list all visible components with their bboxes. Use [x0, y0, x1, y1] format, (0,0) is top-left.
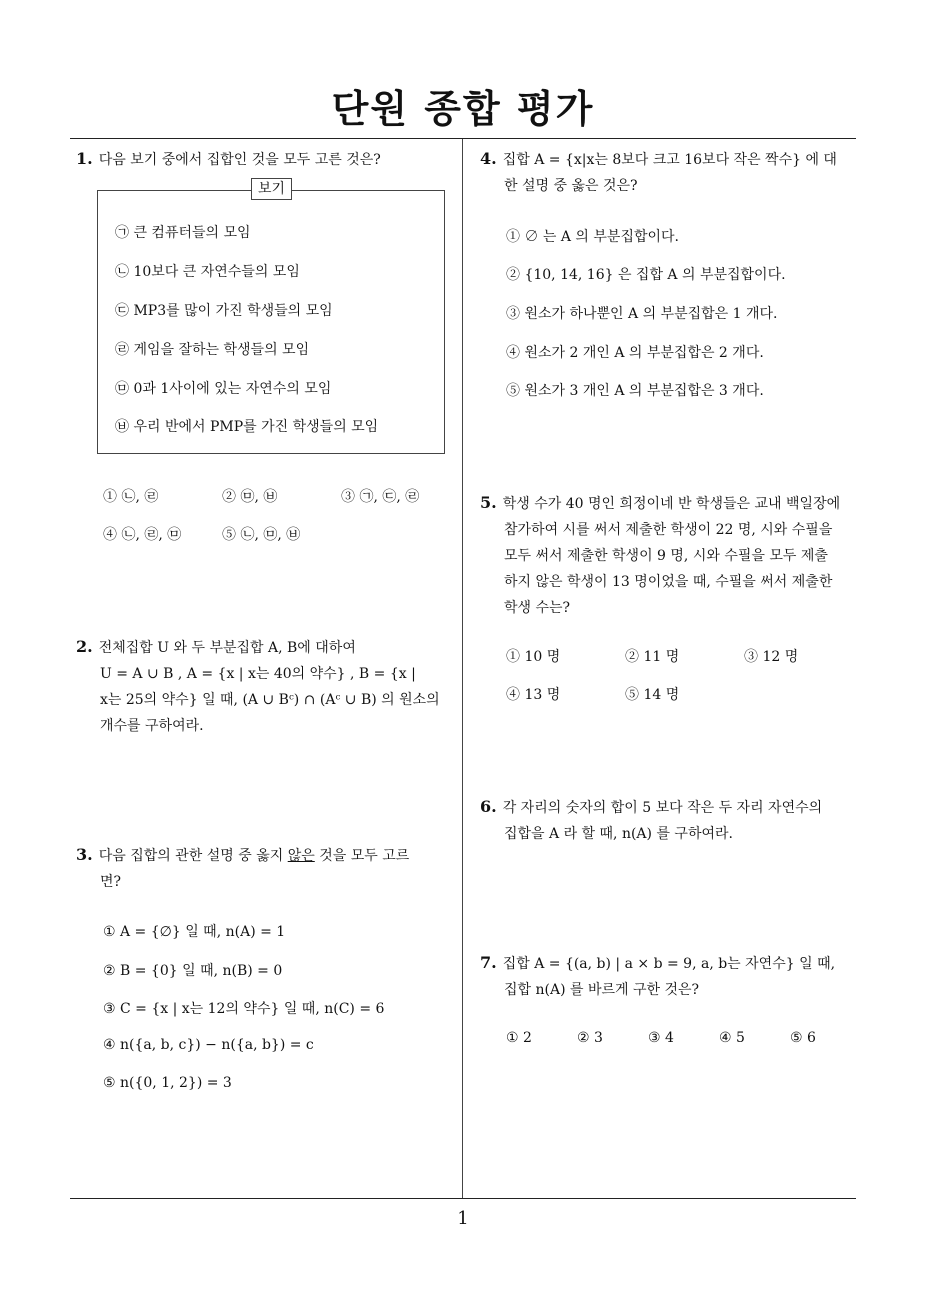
answer-option[interactable]: ① 10 명: [506, 649, 561, 665]
example-box-label: 보기: [251, 178, 292, 200]
question-text: 집합 A = {(a, b) | a × b = 9, a, b는 자연수} 일 때,: [502, 956, 836, 972]
question-number: 4.: [480, 149, 497, 168]
question-4: [480, 146, 860, 199]
question-text: 다음 집합의 관한 설명 중 옳지: [98, 848, 288, 864]
answer-option[interactable]: ② ㉤, ㉥: [222, 489, 278, 505]
answer-option[interactable]: ② 11 명: [625, 649, 680, 665]
question-1: [76, 146, 381, 173]
question-number: 2.: [76, 637, 93, 656]
question-text: 한 설명 중 옳은 것은?: [504, 178, 638, 194]
question-text: 집합 A = {x|x는 8보다 크고 16보다 작은 짝수} 에 대: [502, 152, 837, 168]
question-2: [76, 634, 456, 739]
question-text: 모두 써서 제출한 학생이 9 명, 시와 수필을 모두 제출: [504, 548, 828, 564]
question-number: 5.: [480, 493, 497, 512]
answer-option[interactable]: ⑤ 14 명: [625, 687, 680, 703]
example-item: ㉤ 0과 1사이에 있는 자연수의 모임: [115, 381, 332, 397]
example-item: ㉣ 게임을 잘하는 학생들의 모임: [115, 342, 310, 358]
question-5: [480, 490, 860, 621]
answer-option[interactable]: ② 3: [577, 1030, 603, 1046]
example-item: ㉥ 우리 반에서 PMP를 가진 학생들의 모임: [115, 419, 379, 435]
answer-option[interactable]: ③ C = {x | x는 12의 약수} 일 때, n(C) = 6: [103, 1001, 385, 1017]
answer-option[interactable]: ③ 원소가 하나뿐인 A 의 부분집합은 1 개다.: [506, 306, 778, 322]
answer-option[interactable]: ① A = {∅} 일 때, n(A) = 1: [103, 924, 286, 940]
answer-option[interactable]: ② B = {0} 일 때, n(B) = 0: [103, 963, 283, 979]
example-item: ㉠ 큰 컴퓨터들의 모임: [115, 225, 251, 241]
bottom-rule: [70, 1198, 856, 1199]
question-7: [480, 950, 860, 1003]
emphasis-underline: 않은: [287, 848, 315, 864]
question-text: 것을 모두 고르: [314, 848, 410, 864]
question-number: 3.: [76, 845, 93, 864]
answer-option[interactable]: ④ ㉡, ㉣, ㉤: [103, 527, 182, 543]
question-6: [480, 794, 860, 847]
question-text: 다음 보기 중에서 집합인 것을 모두 고른 것은?: [98, 152, 381, 168]
answer-option[interactable]: ① ㉡, ㉣: [103, 489, 159, 505]
question-text: U = A ∪ B , A = {x | x는 40의 약수} , B = {x |: [100, 666, 416, 682]
column-divider: [462, 139, 463, 1199]
question-number: 6.: [480, 797, 497, 816]
answer-option[interactable]: ① ∅ 는 A 의 부분집합이다.: [506, 229, 680, 245]
question-number: 1.: [76, 149, 93, 168]
answer-option[interactable]: ④ n({a, b, c}) − n({a, b}) = c: [103, 1037, 314, 1053]
question-number: 7.: [480, 953, 497, 972]
example-item: ㉢ MP3를 많이 가진 학생들의 모임: [115, 303, 333, 319]
answer-option[interactable]: ③ 12 명: [744, 649, 799, 665]
answer-option[interactable]: ④ 13 명: [506, 687, 561, 703]
answer-option[interactable]: ⑤ 원소가 3 개인 A 의 부분집합은 3 개다.: [506, 383, 764, 399]
question-text: 각 자리의 숫자의 합이 5 보다 작은 두 자리 자연수의: [502, 800, 823, 816]
answer-option[interactable]: ④ 원소가 2 개인 A 의 부분집합은 2 개다.: [506, 345, 764, 361]
question-text: 면?: [100, 874, 122, 890]
page-number: 1: [457, 1208, 469, 1229]
question-text: 전체집합 U 와 두 부분집합 A, B에 대하여: [98, 640, 356, 656]
question-text: 참가하여 시를 써서 제출한 학생이 22 명, 시와 수필을: [504, 522, 833, 538]
answer-option[interactable]: ③ 4: [648, 1030, 674, 1046]
question-text: x는 25의 약수} 일 때, (A ∪ Bᶜ) ∩ (Aᶜ ∪ B) 의 원소의: [100, 692, 440, 708]
example-item: ㉡ 10보다 큰 자연수들의 모임: [115, 264, 300, 280]
question-text: 하지 않은 학생이 13 명이었을 때, 수필을 써서 제출한: [504, 574, 833, 590]
answer-option[interactable]: ② {10, 14, 16} 은 집합 A 의 부분집합이다.: [506, 267, 786, 283]
answer-option[interactable]: ⑤ 6: [790, 1030, 816, 1046]
answer-option[interactable]: ③ ㉠, ㉢, ㉣: [341, 489, 420, 505]
answer-option[interactable]: ⑤ ㉡, ㉤, ㉥: [222, 527, 301, 543]
page-title: 단원 종합 평가: [331, 87, 595, 131]
question-text: 학생 수가 40 명인 희정이네 반 학생들은 교내 백일장에: [502, 496, 841, 512]
question-text: 집합 n(A) 를 바르게 구한 것은?: [504, 982, 700, 998]
answer-option[interactable]: ⑤ n({0, 1, 2}) = 3: [103, 1075, 232, 1091]
question-text: 학생 수는?: [504, 600, 571, 616]
answer-option[interactable]: ① 2: [506, 1030, 532, 1046]
answer-option[interactable]: ④ 5: [719, 1030, 745, 1046]
question-3: [76, 842, 456, 895]
question-text: 개수를 구하여라.: [100, 718, 204, 734]
question-text: 집합을 A 라 할 때, n(A) 를 구하여라.: [504, 826, 733, 842]
top-rule: [70, 138, 856, 139]
